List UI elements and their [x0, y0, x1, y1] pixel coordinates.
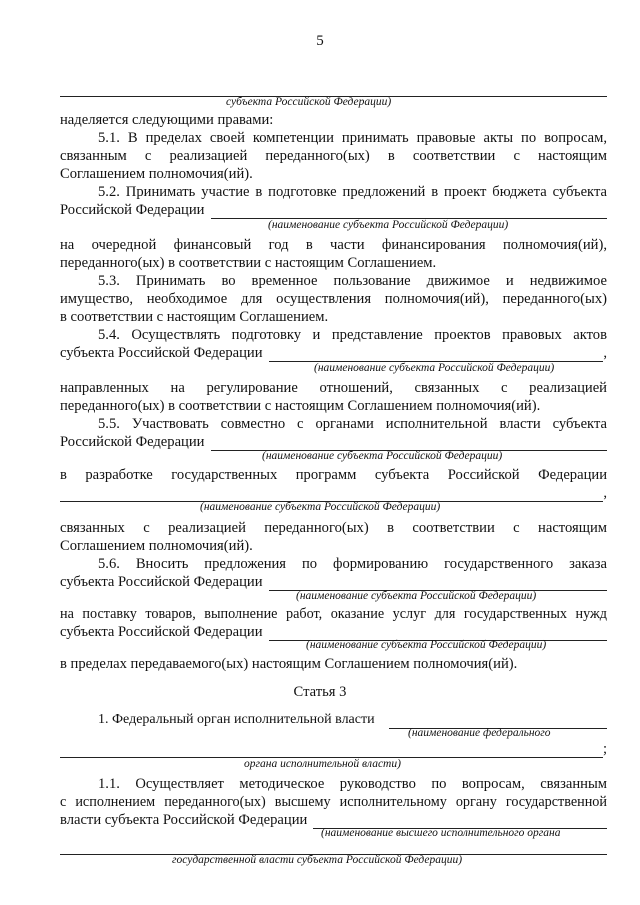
fill-line — [60, 573, 607, 591]
clause-5-6: 5.6. Вносить предложения по формированию государственного заказа — [98, 556, 607, 572]
text-line: на очередной финансовый год в части финансирования полномочия(ий), — [60, 237, 607, 253]
field-caption: (наименование субъекта Российской Федерации) — [268, 219, 509, 231]
field-caption: (наименование федерального — [408, 727, 551, 739]
text-line: в соответствии с настоящим Соглашением. — [60, 309, 329, 325]
clause-5-2: 5.2. Принимать участие в подготовке предложений в проект бюджета субъекта — [98, 184, 607, 200]
punctuation: ; — [602, 741, 607, 757]
clause-1-1: 1.1. Осуществляет методическое руководство по вопросам, связанным — [98, 776, 607, 792]
text-line: связанных с реализацией переданного(ых) в соответствии с настоящим — [60, 520, 607, 536]
text-line: в пределах передаваемого(ых) настоящим Соглашением полномочия(ий). — [60, 656, 518, 672]
text-line: Соглашением полномочия(ий). — [60, 166, 253, 182]
field-caption: органа исполнительной власти) — [244, 758, 401, 770]
top-caption: субъекта Российской Федерации) — [226, 96, 392, 108]
field-caption: государственной власти субъекта Российской Федерации) — [172, 854, 463, 866]
text-line: Соглашением полномочия(ий). — [60, 538, 253, 554]
field-caption: (наименование субъекта Российской Федерации) — [200, 501, 441, 513]
text-line: переданного(ых) в соответствии с настоящим Соглашением. — [60, 255, 437, 271]
text-line: связанным с реализацией переданного(ых) в соответствии с настоящим — [60, 148, 607, 164]
text-fragment: Российской Федерации — [60, 434, 205, 450]
text-line: направленных на регулирование отношений, связанных с реализацией — [60, 380, 607, 396]
clause-5-4: 5.4. Осуществлять подготовку и представление проектов правовых актов — [98, 327, 607, 343]
text-fragment: субъекта Российской Федерации — [60, 574, 263, 590]
text-fragment: субъекта Российской Федерации — [60, 624, 263, 640]
blank-field — [60, 488, 603, 502]
fill-line — [60, 433, 607, 451]
punctuation: , — [603, 485, 607, 501]
clause-5-1: 5.1. В пределах своей компетенции принимать правовые акты по вопросам, — [98, 130, 607, 146]
blank-field — [60, 744, 603, 758]
field-caption: (наименование субъекта Российской Федерации) — [314, 362, 555, 374]
text-line: наделяется следующими правами: — [60, 112, 274, 128]
text-line: в разработке государственных программ субъекта Российской Федерации — [60, 467, 607, 483]
text-fragment: субъекта Российской Федерации — [60, 345, 263, 361]
clause-5-5: 5.5. Участвовать совместно с органами исполнительной власти субъекта — [98, 416, 607, 432]
field-caption: (наименование высшего исполнительного органа — [321, 827, 561, 839]
fill-line — [60, 484, 607, 502]
clause-5-3: 5.3. Принимать во временное пользование движимое и недвижимое — [98, 273, 607, 289]
fill-line — [60, 344, 607, 362]
fill-line — [60, 201, 607, 219]
field-caption: (наименование субъекта Российской Федерации) — [296, 590, 537, 602]
blank-field — [269, 577, 607, 591]
blank-field — [211, 205, 608, 219]
text-fragment: 1. Федеральный орган исполнительной власти — [98, 712, 375, 727]
blank-field — [269, 348, 604, 362]
article-heading: Статья 3 — [293, 684, 347, 700]
punctuation: , — [603, 345, 607, 361]
page-number: 5 — [316, 33, 324, 49]
text-fragment: власти субъекта Российской Федерации — [60, 812, 308, 828]
text-line: на поставку товаров, выполнение работ, оказание услуг для государственных нужд — [60, 606, 607, 622]
text-line: с исполнением переданного(ых) высшему исполнительному органу государственной — [60, 794, 607, 810]
field-caption: (наименование субъекта Российской Федерации) — [306, 639, 547, 651]
text-line: переданного(ых) в соответствии с настоящим Соглашением полномочия(ий). — [60, 398, 541, 414]
field-caption: (наименование субъекта Российской Федерации) — [262, 450, 503, 462]
blank-field — [211, 437, 608, 451]
text-fragment: Российской Федерации — [60, 202, 205, 218]
text-line: имущество, необходимое для осуществления полномочия(ий), переданного(ых) — [60, 291, 607, 307]
fill-line — [60, 740, 607, 758]
